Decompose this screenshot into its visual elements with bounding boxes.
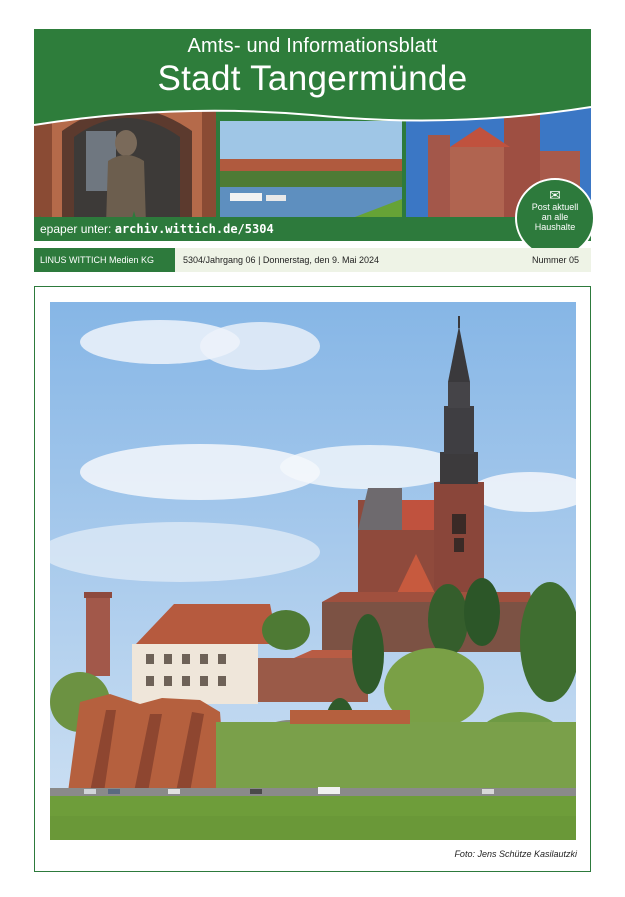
photo-credit: Foto: Jens Schütze Kasilautzki: [454, 849, 577, 859]
publication-title: Stadt Tangermünde: [157, 59, 468, 98]
badge-line-3: Haushalte: [534, 222, 576, 232]
issue-info-bar: [34, 248, 591, 272]
delivery-badge: [515, 178, 595, 258]
envelope-icon: ✉: [549, 187, 561, 203]
epaper-link[interactable]: [40, 222, 274, 236]
cover-photo-tangermuende-church: [50, 302, 576, 840]
issue-date: 5304/Jahrgang 06 | Donnerstag, den 9. Mai 2024: [183, 255, 379, 265]
epaper-url[interactable]: archiv.wittich.de/5304: [114, 222, 274, 236]
epaper-label: epaper unter:: [40, 222, 112, 236]
publisher-name: LINUS WITTICH Medien KG: [34, 248, 175, 272]
badge-line-1: Post aktuell: [531, 202, 579, 212]
issue-number: Nummer 05: [531, 255, 579, 265]
badge-line-2: an alle: [541, 212, 569, 222]
masthead: [34, 29, 591, 241]
publication-subtitle: Amts- und Informationsblatt: [187, 35, 438, 57]
